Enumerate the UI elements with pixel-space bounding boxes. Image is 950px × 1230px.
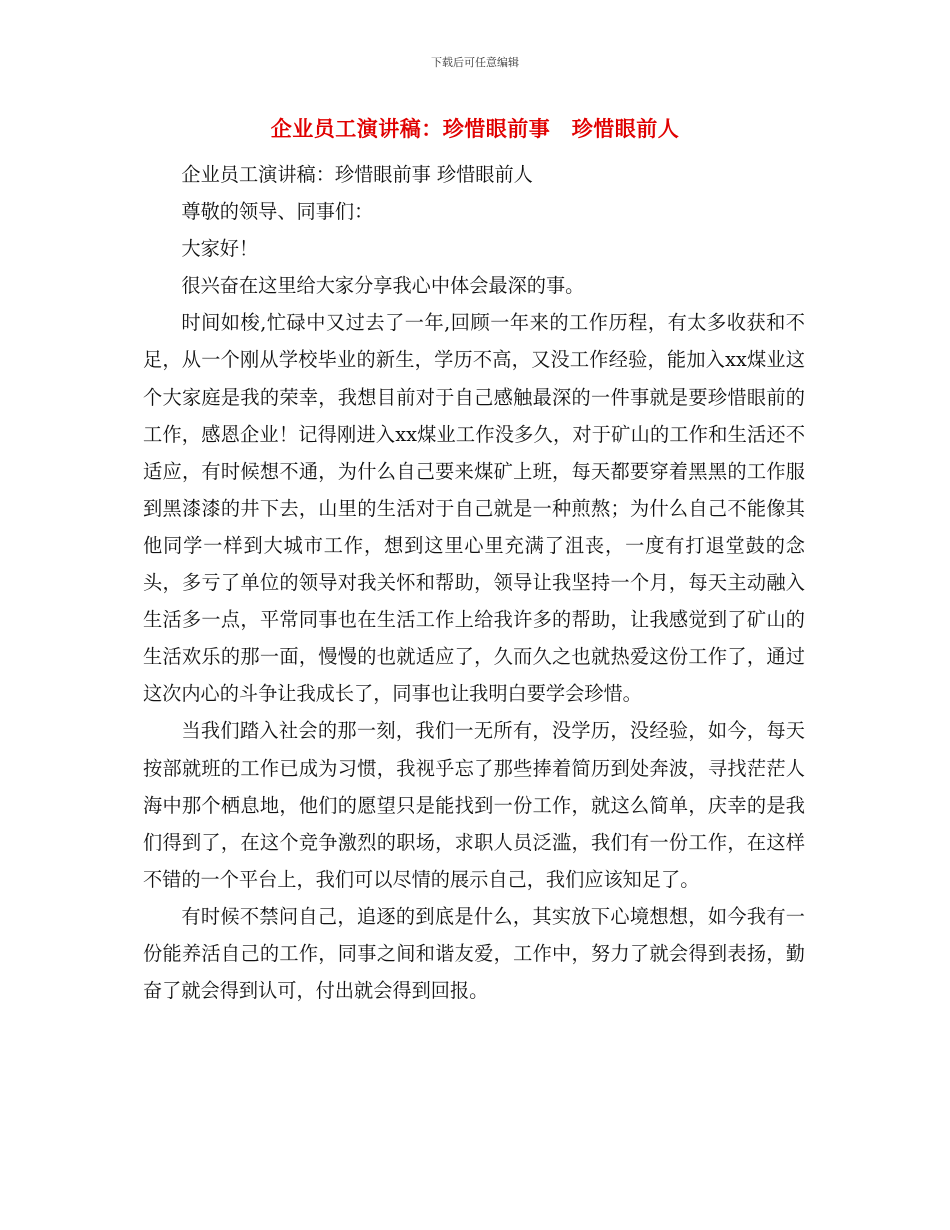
paragraph-intro: 很兴奋在这里给大家分享我心中体会最深的事。 bbox=[181, 274, 585, 298]
paragraph-salutation: 尊敬的领导、同事们： bbox=[181, 200, 374, 224]
document-body bbox=[143, 156, 805, 1009]
document-title: 企业员工演讲稿：珍惜眼前事 珍惜眼前人 bbox=[270, 116, 680, 141]
paragraph-subtitle: 企业员工演讲稿：珍惜眼前事 珍惜眼前人 bbox=[181, 163, 533, 186]
paragraph-body: 当我们踏入社会的那一刻，我们一无所有，没学历，没经验，如今，每天按部就班的工作已成为习惯，我视乎忘了那些捧着简历到处奔波，寻找茫茫人海中那个栖息地，他们的愿望只是能找到一份工作，就这么简单，庆幸的是我们得到了，在这个竞争激烈的职场，求职人员泛滥，我们有一份工作，在这样不错的一个平台上，我们可以尽情的展示自己，我们应该知足了。 bbox=[143, 719, 805, 891]
paragraph-greeting: 大家好！ bbox=[181, 237, 259, 261]
paragraph-body: 时间如梭,忙碌中又过去了一年,回顾一年来的工作历程，有太多收获和不足，从一个刚从学校毕业的新生，学历不高，又没工作经验，能加入xx煤业这个大家庭是我的荣幸，我想目前对于自己感触最深的一件事就是要珍惜眼前的工作，感恩企业！记得刚进入xx煤业工作没多久，对于矿山的工作和生活还不适应，有时候想不通，为什么自己要来煤矿上班，每天都要穿着黑黑的工作服到黑漆漆的井下去，山里的生活对于自己就是一种煎熬；为什么自己不能像其他同学一样到大城市工作，想到这里心里充满了沮丧，一度有打退堂鼓的念头，多亏了单位的领导对我关怀和帮助，领导让我坚持一个月，每天主动融入生活多一点，平常同事也在生活工作上给我许多的帮助，让我感觉到了矿山的生活欢乐的那一面，慢慢的也就适应了，久而久之也就热爱这份工作了，通过这次内心的斗争让我成长了，同事也让我明白要学会珍惜。 bbox=[143, 311, 805, 706]
header-note: 下载后可任意编辑 bbox=[431, 56, 519, 69]
paragraph-body: 有时候不禁问自己，追逐的到底是什么，其实放下心境想想，如今我有一份能养活自己的工作，同事之间和谐友爱，工作中，努力了就会得到表扬，勤奋了就会得到认可，付出就会得到回报。 bbox=[143, 904, 805, 1003]
